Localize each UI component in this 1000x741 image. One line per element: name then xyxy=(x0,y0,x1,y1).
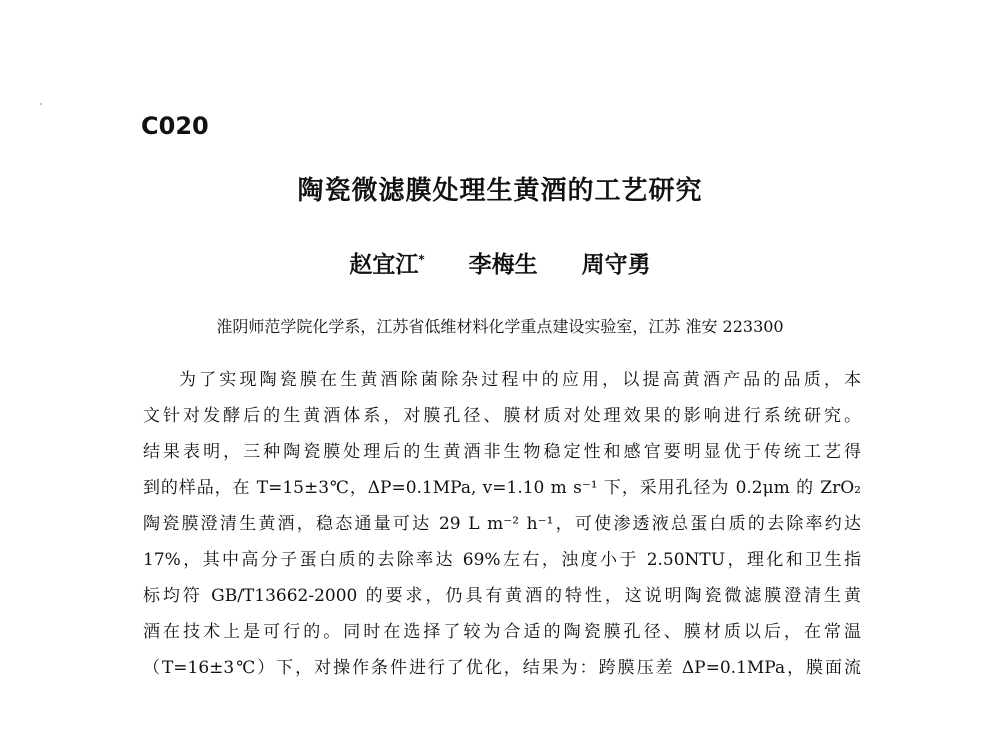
abstract-line: 陶瓷膜澄清生黄酒，稳态通量可达 29 L m⁻² h⁻¹，可使渗透液总蛋白质的去除率约达 xyxy=(143,514,861,534)
author-name: 李梅生 xyxy=(468,252,538,278)
paper-code: C020 xyxy=(141,112,209,140)
paper-title: 陶瓷微滤膜处理生黄酒的工艺研究 xyxy=(297,176,703,206)
corresponding-author-mark: * xyxy=(418,252,425,267)
abstract-line: 酒在技术上是可行的。同时在选择了较为合适的陶瓷膜孔径、膜材质以后，在常温 xyxy=(143,622,861,642)
author-3 xyxy=(582,246,651,279)
abstract-line: 为了实现陶瓷膜在生黄酒除菌除杂过程中的应用，以提高黄酒产品的品质，本 xyxy=(179,370,861,390)
author-2 xyxy=(469,246,538,279)
author-1 xyxy=(349,246,424,279)
abstract-line: 标均符 GB/T13662-2000 的要求，仍具有黄酒的特性，这说明陶瓷微滤膜澄清生黄 xyxy=(143,586,861,606)
abstract-line: 文针对发酵后的生黄酒体系，对膜孔径、膜材质对处理效果的影响进行系统研究。 xyxy=(143,406,861,426)
author-name: 周守勇 xyxy=(581,252,651,278)
abstract-body xyxy=(143,362,861,686)
affiliation: 淮阴师范学院化学系，江苏省低维材料化学重点建设实验室，江苏 淮安 223300 xyxy=(216,317,784,336)
author-name: 赵宜江 xyxy=(349,252,419,278)
abstract-line: 结果表明，三种陶瓷膜处理后的生黄酒非生物稳定性和感官要明显优于传统工艺得 xyxy=(143,442,861,462)
abstract-line: 17%，其中高分子蛋白质的去除率达 69%左右，浊度小于 2.50NTU，理化和卫生指 xyxy=(143,550,861,570)
abstract-line: （T=16±3℃）下，对操作条件进行了优化，结果为：跨膜压差 ΔP=0.1MPa，膜面流 xyxy=(143,658,861,678)
scan-speck xyxy=(40,103,42,105)
abstract-line: 到的样品，在 T=15±3℃，ΔP=0.1MPa, v=1.10 m s⁻¹ 下，采用孔径为 0.2μm 的 ZrO₂ xyxy=(143,478,861,498)
author-list xyxy=(0,246,1000,279)
